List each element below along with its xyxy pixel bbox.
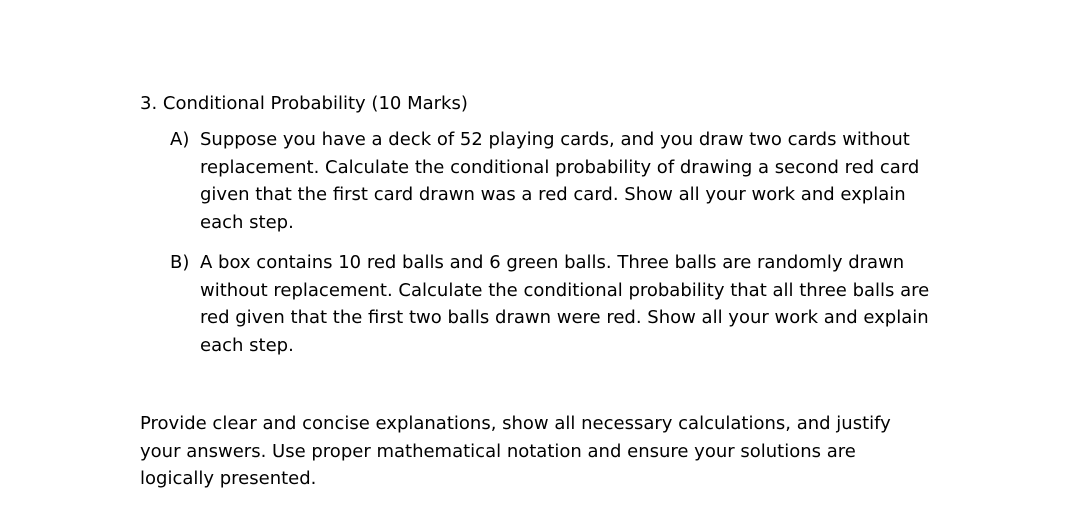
instructions-paragraph: Provide clear and concise explanations, show all necessary calculations, and justify your answers. Use proper mathematical notation and ensure your solutions are logically presented. — [140, 413, 891, 489]
sub-question-a-text: Suppose you have a deck of 52 playing cards, and you draw two cards without replacement. Calculate the conditional probability of drawing a second red card given that the first card drawn was a red card. Show all your work and explain each step. — [200, 129, 920, 233]
sub-question-b-letter: B) — [170, 252, 190, 273]
sub-question-b-text: A box contains 10 red balls and 6 green balls. Three balls are randomly drawn without replacement. Calculate the conditional probability that all three balls are red given that the first two balls drawn were red. Show all your work and explain each step. — [200, 252, 930, 356]
sub-question-a — [170, 126, 960, 236]
sub-question-b — [170, 249, 960, 359]
sub-question-a-letter: A) — [170, 129, 190, 150]
question-heading: 3. Conditional Probability (10 Marks) — [140, 93, 468, 114]
